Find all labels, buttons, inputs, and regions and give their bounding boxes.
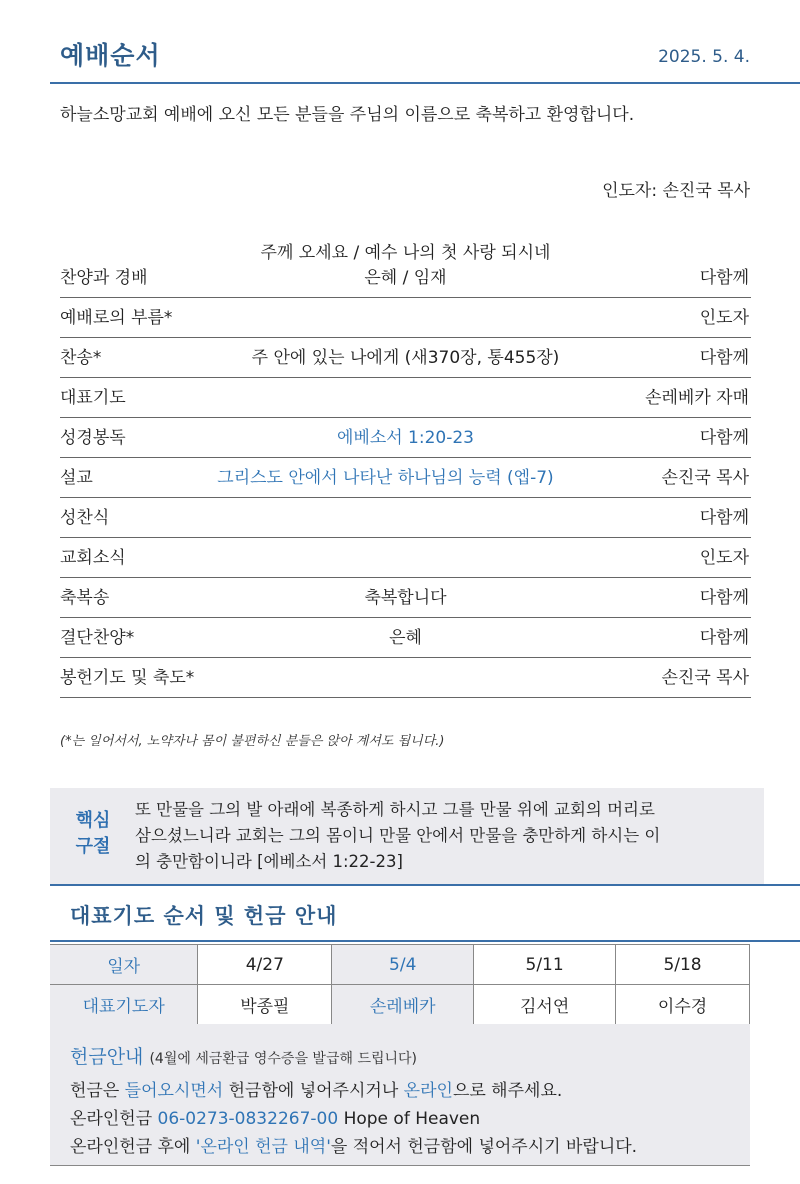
order-item-person: 인도자	[699, 308, 749, 328]
order-row	[60, 298, 751, 338]
table-cell: 김서연	[474, 985, 616, 1025]
offering-title-note: (4월에 세금환급 영수증을 발급해 드립니다)	[149, 1051, 418, 1067]
order-item-person: 다함께	[699, 428, 749, 448]
offering-text: 헌금함에 넣어주시거나	[223, 1081, 404, 1101]
offering-line	[70, 1132, 637, 1157]
offering-highlight: 온라인	[403, 1081, 453, 1101]
order-item-person: 다함께	[699, 348, 749, 368]
order-item-name: 봉헌기도 및 축도*	[60, 668, 195, 688]
order-item-content: 축복합니다	[364, 588, 447, 608]
order-item-person: 손레베카 자매	[645, 388, 749, 408]
praise-songs-line: 주께 오세요 / 예수 나의 첫 사랑 되시네	[260, 243, 551, 263]
order-item-person: 다함께	[699, 268, 749, 288]
order-row	[60, 418, 751, 458]
order-row	[60, 266, 751, 298]
section-divider	[50, 940, 800, 942]
key-verse-line: 의 충만함이니라 [에베소서 1:22-23]	[135, 852, 403, 871]
order-row	[60, 658, 751, 698]
order-row	[60, 458, 751, 498]
order-item-content: 은혜	[389, 628, 422, 648]
table-cell: 5/18	[616, 945, 750, 985]
prayer-schedule-table	[50, 944, 750, 1025]
key-verse-label-line: 구절	[75, 836, 111, 857]
order-item-name: 대표기도	[60, 388, 126, 408]
key-verse-line: 삼으셨느니라 교회는 그의 몸이니 만물 안에서 만물을 충만하게 하시는 이	[135, 826, 661, 845]
table-cell: 박종필	[198, 985, 332, 1025]
order-item-name: 성경봉독	[60, 428, 126, 448]
order-row	[60, 618, 751, 658]
order-row	[60, 578, 751, 618]
offering-heading: 헌금안내	[70, 1046, 144, 1068]
key-verse-label	[68, 808, 118, 860]
bank-account-number: 06-0273-0832267-00	[157, 1109, 339, 1129]
order-item-content: 은혜 / 임재	[364, 268, 447, 288]
order-row	[60, 378, 751, 418]
verse-divider	[50, 884, 800, 886]
offering-text: 으로 해주세요.	[452, 1081, 563, 1101]
order-item-content: 주 안에 있는 나에게 (새370장, 통455장)	[251, 348, 560, 368]
page-header	[60, 36, 750, 76]
order-item-person: 손진국 목사	[661, 468, 749, 488]
page-title: 예배순서	[60, 41, 161, 70]
offering-text: 을 적어서 헌금함에 넣어주시기 바랍니다.	[330, 1137, 638, 1157]
order-item-name: 축복송	[60, 588, 110, 608]
offering-text: 온라인헌금 후에	[70, 1137, 196, 1157]
prayer-section-title: 대표기도 순서 및 헌금 안내	[70, 904, 338, 928]
order-row	[60, 538, 751, 578]
account-holder: Hope of Heaven	[338, 1109, 481, 1129]
order-item-name: 설교	[60, 468, 93, 488]
standing-note: (*는 일어서서, 노약자나 몸이 불편하신 분들은 앉아 계셔도 됩니다.)	[60, 734, 445, 749]
order-item-person: 인도자	[699, 548, 749, 568]
header-divider	[50, 82, 800, 84]
scripture-reference: 에베소서 1:20-23	[336, 428, 475, 448]
offering-highlight: 들어오시면서	[124, 1081, 224, 1101]
worship-order	[60, 240, 751, 698]
order-row	[60, 338, 751, 378]
order-item-name: 결단찬양*	[60, 628, 135, 648]
welcome-message: 하늘소망교회 예배에 오신 모든 분들을 주님의 이름으로 축복하고 환영합니다.	[60, 105, 635, 125]
table-row	[50, 985, 750, 1025]
order-item-person: 다함께	[699, 508, 749, 528]
table-row	[50, 945, 750, 985]
table-cell-highlight: 손레베카	[332, 985, 474, 1025]
offering-text: 온라인헌금	[70, 1109, 158, 1129]
key-verse-box	[50, 788, 764, 884]
order-item-name: 찬양과 경배	[60, 268, 148, 288]
key-verse-line: 또 만물을 그의 발 아래에 복종하게 하시고 그를 만물 위에 교회의 머리로	[135, 800, 655, 819]
order-item-person: 다함께	[699, 628, 749, 648]
order-item-person: 다함께	[699, 588, 749, 608]
sermon-title: 그리스도 안에서 나타난 하나님의 능력 (엡-7)	[217, 468, 554, 488]
offering-title	[70, 1042, 417, 1069]
bottom-divider	[50, 1165, 750, 1166]
order-item-person: 손진국 목사	[661, 668, 749, 688]
table-header-cell: 대표기도자	[50, 985, 198, 1025]
order-item-name: 교회소식	[60, 548, 126, 568]
offering-line	[70, 1104, 480, 1129]
offering-info-box	[50, 1024, 750, 1166]
order-row	[60, 498, 751, 538]
service-date: 2025. 5. 4.	[658, 47, 750, 67]
key-verse-text	[135, 797, 755, 875]
service-leader: 인도자: 손진국 목사	[602, 181, 750, 201]
table-cell: 4/27	[198, 945, 332, 985]
order-item-name: 예배로의 부름*	[60, 308, 173, 328]
table-cell: 5/11	[474, 945, 616, 985]
order-item-name: 성찬식	[60, 508, 110, 528]
offering-highlight: '온라인 헌금 내역'	[195, 1137, 331, 1157]
table-cell: 이수경	[616, 985, 750, 1025]
table-cell-highlight: 5/4	[332, 945, 474, 985]
table-header-cell: 일자	[50, 945, 198, 985]
offering-text: 헌금은	[70, 1081, 125, 1101]
offering-line	[70, 1076, 562, 1101]
order-item-name: 찬송*	[60, 348, 102, 368]
key-verse-label-line: 핵심	[75, 810, 111, 831]
